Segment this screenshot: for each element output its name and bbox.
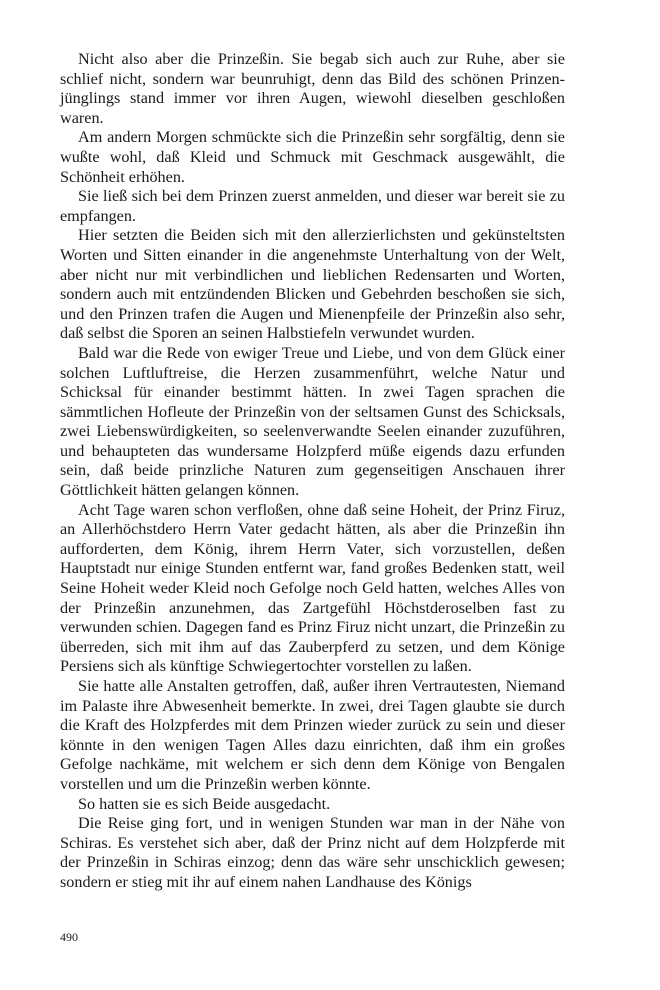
paragraph-7: Sie hatte alle Anstalten getroffen, daß, außer ihren Vertrautesten, Niemand im Palaste ihre Abwesenheit bemerkte. In zwei, drei Tagen glaubte sie durch die Kraft des Holzpferdes mit dem Prinzen wieder zurück zu sein und dieser könnte in den wenigen Tagen Alles dazu einrichten, daß ihm ein großes Gefolge nachkäme, mit welchem er sich denn dem Könige von Bengalen vorstellen und um die Prinzeßin werben könnte.	[60, 677, 565, 793]
paragraph-1: Nicht also aber die Prinzeßin. Sie begab sich auch zur Ruhe, aber sie schlief nicht, sondern war beunruhigt, denn das Bild des schönen Prinzenjünglings stand immer vor ihren Augen, wiewohl dieselben geschloßen waren.	[60, 50, 565, 127]
page-number: 490	[60, 930, 78, 944]
paragraph-9: Die Reise ging fort, und in wenigen Stunden war man in der Nähe von Schiras. Es verstehet sich aber, daß der Prinz nicht auf dem Holzpferde mit der Prinzeßin in Schiras einzog; denn das wäre sehr unschicklich gewesen; sondern er stieg mit ihr auf einem nahen Landhause des Königs	[60, 814, 565, 891]
paragraph-6: Acht Tage waren schon verfloßen, ohne daß seine Hoheit, der Prinz Firuz, an Allerhöchstdero Herrn Vater gedacht hätten, als aber die Prinzeßin ihn aufforderten, dem König, ihrem Herrn Vater, sich vorzustellen, deßen Hauptstadt nur einige Stunden entfernt war, fand großes Bedenken statt, weil Seine Hoheit weder Kleid noch Gefolge noch Geld hatten, welches Alles von der Prinzeßin anzunehmen, das Zartgefühl Höchstderoselben fast zu verwunden schien. Dagegen fand es Prinz Firuz nicht unzart, die Prinzeßin zu überreden, sich mit ihm auf das Zauberpferd zu setzen, und dem Könige Persiens sich als künftige Schwiegertochter vorstellen zu laßen.	[60, 500, 565, 676]
paragraph-3: Sie ließ sich bei dem Prinzen zuerst anmelden, und dieser war bereit sie zu empfangen.	[60, 187, 565, 225]
paragraph-4: Hier setzten die Beiden sich mit den allerzierlichsten und gekünsteltsten Worten und Sitten einander in die angenehmste Unterhaltung von der Welt, aber nicht nur mit verbindlichen und lieblichen Redensarten und Worten, sondern auch mit entzündenden Blicken und Gebehrden beschoßen sie sich, und den Prinzen trafen die Augen und Mienenpfeile der Prinzeßin also sehr, daß selbst die Sporen an seinen Halbstiefeln verwundet wurden.	[60, 226, 565, 343]
body-text	[60, 50, 565, 893]
paragraph-5: Bald war die Rede von ewiger Treue und Liebe, und von dem Glück einer solchen Luftluftreise, die Herzen zusammenführt, welche Natur und Schicksal für einander bestimmt hätten. In zwei Tagen sprachen die sämmtlichen Hofleute der Prinzeßin von der seltsamen Gunst des Schicksals, zwei Liebenswürdigkeiten, so seelenverwandte Seelen einander zuzuführen, und behaupteten das wundersame Holzpferd müße eigends dazu erfunden sein, daß beide prinzliche Naturen zum gegenseitigen Anschauen ihrer Göttlichkeit hätten gelangen können.	[60, 343, 565, 500]
paragraph-2: Am andern Morgen schmückte sich die Prinzeßin sehr sorgfältig, denn sie wußte wohl, daß Kleid und Schmuck mit Geschmack ausgewählt, die Schönheit erhöhen.	[60, 128, 565, 186]
paragraph-8: So hatten sie es sich Beide ausgedacht.	[78, 794, 331, 813]
